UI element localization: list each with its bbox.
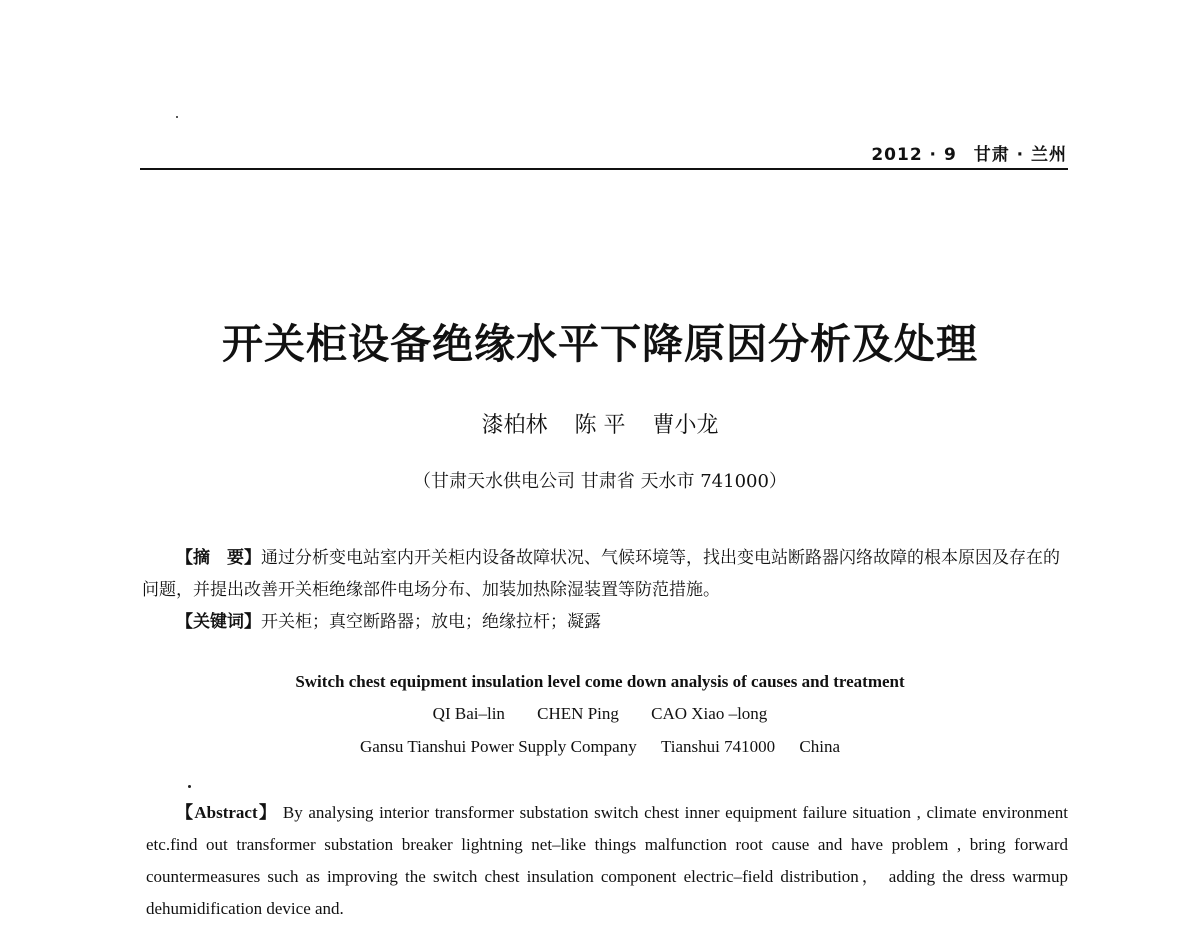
affiliation-en-company: Gansu Tianshui Power Supply Company	[359, 737, 637, 756]
scan-speck	[176, 116, 178, 118]
paper-title-en: Switch chest equipment insulation level come down analysis of causes and treatment	[295, 672, 905, 691]
keywords-cn	[176, 606, 601, 638]
authors-en	[0, 704, 1200, 724]
affiliation-cn: （甘肃天水供电公司 甘肃省 天水市 741000）	[413, 471, 787, 492]
keywords-cn-label: 【关键词】	[176, 612, 261, 632]
affiliation-en	[0, 737, 1200, 757]
scan-speck	[188, 785, 191, 788]
author-en: CHEN Ping	[537, 704, 619, 723]
header-date: 2012 · 9	[871, 145, 957, 165]
affiliation-en-city: Tianshui 741000	[660, 737, 776, 756]
abstract-cn	[142, 542, 1068, 606]
author-cn: 曹小龙	[652, 413, 719, 438]
paper-title: 开关柜设备绝缘水平下降原因分析及处理	[222, 320, 978, 368]
author-cn: 陈 平	[574, 413, 626, 438]
header-location: 甘肃 · 兰州	[973, 145, 1067, 165]
abstract-en	[146, 797, 1068, 925]
abstract-en-label: 【Abstract】	[176, 803, 278, 822]
abstract-cn-label: 【摘 要】	[176, 548, 261, 568]
author-en: QI Bai–lin	[432, 704, 505, 723]
affiliation-en-country: China	[799, 737, 840, 756]
abstract-cn-paragraph	[142, 542, 1068, 606]
author-cn: 漆柏林	[481, 413, 548, 438]
author-en: CAO Xiao –long	[651, 704, 768, 723]
abstract-cn-text: 通过分析变电站室内开关柜内设备故障状况、气候环境等，找出变电站断路器闪络故障的根本原因及存在的问题，并提出改善开关柜绝缘部件电场分布、加装加热除湿装置等防范措施。	[142, 548, 1060, 600]
abstract-en-paragraph	[146, 797, 1068, 925]
header-rule	[140, 168, 1068, 170]
authors-cn	[0, 408, 1200, 439]
running-header	[871, 140, 1067, 165]
keywords-cn-text: 开关柜；真空断路器；放电；绝缘拉杆；凝露	[261, 612, 601, 632]
abstract-en-text: By analysing interior transformer substation switch chest inner equipment failure situation , climate environment etc.find out transformer substation breaker lightning net–like things malfunction root cause and have problem , bring forward countermeasures such as improving the switch chest insulation component electric–field distribution， adding the dress warmup dehumidification device and.	[146, 803, 1068, 918]
